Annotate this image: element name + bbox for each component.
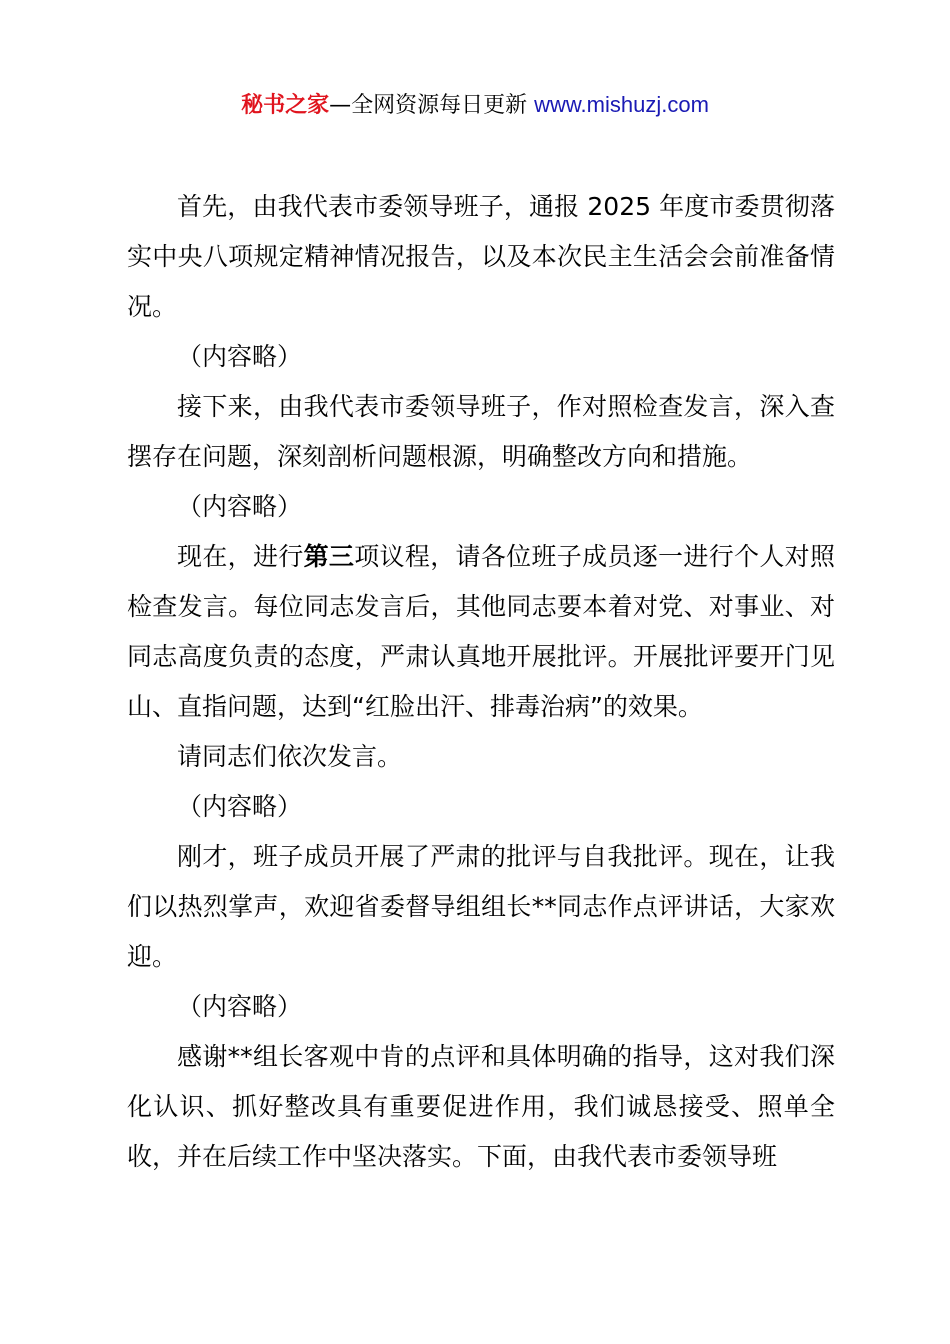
site-brand: 秘书之家	[241, 93, 330, 118]
agenda-item-number: 第三	[303, 542, 355, 571]
agenda-text-before: 现在，进行	[177, 542, 304, 571]
agenda-text-after: 项议程，请各位班子成员逐一进行个人对照检查发言。每位同志发言后，其他同志要本着对党、对事业、对同志高度负责的态度，严肃认真地开展批评。开展批评要开门见山、直指问题，达到“红脸出汗、排毒治病”的效果。	[127, 542, 835, 721]
paragraph-self-examination: 接下来，由我代表市委领导班子，作对照检查发言，深入查摆存在问题，深刻剖析问题根源，明确整改方向和措施。	[127, 392, 835, 471]
paragraph-invite-speech: 请同志们依次发言。	[177, 742, 403, 771]
content-omitted-note: （内容略）	[177, 792, 303, 821]
paragraph-report-intro: 首先，由我代表市委领导班子，通报 2025 年度市委贯彻落实中央八项规定精神情况报告，以及本次民主生活会会前准备情况。	[127, 192, 835, 321]
site-url-link[interactable]: www.mishuzj.com	[534, 92, 709, 117]
site-tagline: —全网资源每日更新	[329, 93, 535, 118]
site-watermark-header	[0, 88, 950, 123]
content-omitted-note: （内容略）	[177, 992, 303, 1021]
content-omitted-note: （内容略）	[177, 342, 303, 371]
paragraph-thanks-and-next: 感谢**组长客观中肯的点评和具体明确的指导，这对我们深化认识、抓好整改具有重要促进作用，我们诚恳接受、照单全收，并在后续工作中坚决落实。下面，由我代表市委领导班	[127, 1042, 835, 1171]
paragraph-agenda-item-three	[127, 532, 835, 732]
document-body	[127, 182, 835, 1182]
paragraph-welcome-supervisor: 刚才，班子成员开展了严肃的批评与自我批评。现在，让我们以热烈掌声，欢迎省委督导组组长**同志作点评讲话，大家欢迎。	[127, 842, 835, 971]
content-omitted-note: （内容略）	[177, 492, 303, 521]
